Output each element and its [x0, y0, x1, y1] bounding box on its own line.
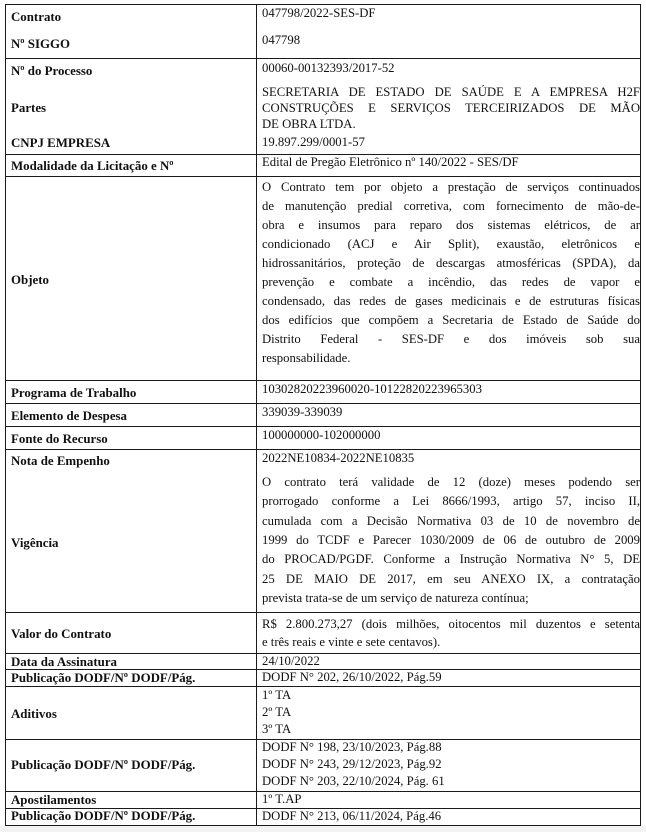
objeto-line: obra e insumos para reparo dos sistemas elétricos, de ar	[262, 218, 640, 232]
publicacao-item: DODF N° 198, 23/10/2023, Pág.88	[262, 740, 442, 754]
page-bottom-edge	[0, 826, 646, 832]
elemento-value: 339039-339039	[262, 405, 343, 419]
vigencia-label: Vigência	[11, 536, 59, 550]
apostilamentos-label: Apostilamentos	[11, 793, 97, 807]
table-border-right	[640, 4, 641, 826]
objeto-line: dos edifícios que compõem a Secretaria de Estado de Saúde do	[262, 313, 640, 327]
row-divider	[5, 426, 641, 427]
vigencia-line: do PROCAD/PGDF. Conforme a Instrução Normativa N° 5, DE	[262, 552, 640, 566]
row-divider	[5, 380, 641, 381]
vigencia-line: 1999 do TCDF e Parecer 1030/2009 de 06 de outubro de 2009	[262, 533, 640, 547]
empenho-label: Nota de Empenho	[11, 454, 110, 468]
vigencia-line: 25 DE MAIO DE 2017, em seu ANEXO IX, a contratação	[262, 572, 640, 586]
row-divider	[5, 791, 641, 792]
publicacao-item: DODF N° 243, 29/12/2023, Pág.92	[262, 757, 442, 771]
processo-label: Nº do Processo	[11, 64, 93, 78]
publicacao-label: Publicação DODF/Nº DODF/Pág.	[11, 758, 196, 772]
vigencia-line: prevista trata-se de um serviço de natureza contínua;	[262, 591, 529, 605]
objeto-line: O Contrato tem por objeto a prestação de serviços continuados	[262, 180, 640, 194]
valor-label: Valor do Contrato	[11, 627, 112, 641]
objeto-label: Objeto	[11, 273, 49, 287]
siggo-label: Nº SIGGO	[11, 37, 71, 51]
objeto-line: de manutenção predial corretiva, com fornecimento de mão-de-	[262, 199, 640, 213]
cnpj-label: CNPJ EMPRESA	[11, 136, 111, 150]
row-divider	[5, 686, 641, 687]
fonte-value: 100000000-102000000	[262, 428, 381, 442]
vigencia-line: O contrato terá validade de 12 (doze) meses podendo ser	[262, 475, 640, 489]
assinatura-label: Data da Assinatura	[11, 655, 118, 669]
empenho-value: 2022NE10834-2022NE10835	[262, 451, 415, 465]
aditivo-item: 1º TA	[262, 688, 292, 702]
row-divider	[5, 176, 641, 177]
processo-value: 00060-00132393/2017-52	[262, 61, 395, 75]
row-divider	[5, 449, 641, 450]
row-divider	[5, 653, 641, 654]
vigencia-line: prorrogado conforme a Lei 8666/1993, artigo 57, inciso II,	[262, 494, 640, 508]
partes-line: CONSTRUÇÕES E SERVIÇOS TERCEIRIZADOS DE MÃO	[262, 101, 640, 115]
row-divider	[5, 58, 641, 59]
row-divider	[5, 403, 641, 404]
publicacao-value: DODF N° 202, 26/10/2022, Pág.59	[262, 670, 442, 684]
publicacao-label: Publicação DODF/Nº DODF/Pág.	[11, 809, 196, 823]
column-divider	[256, 4, 257, 826]
valor-line: e três reais e vinte e sete centavos).	[262, 635, 441, 649]
objeto-line: responsabilidade.	[262, 351, 351, 365]
modalidade-value: Edital de Pregão Eletrônico nº 140/2022 - SES/DF	[262, 155, 519, 169]
objeto-line: hidrossanitários, proteção de descargas atmosféricas (SPDA), da	[262, 256, 640, 270]
aditivo-item: 3º TA	[262, 722, 292, 736]
aditivos-label: Aditivos	[11, 707, 57, 721]
assinatura-value: 24/10/2022	[262, 654, 320, 668]
publicacao-item: DODF N° 203, 22/10/2024, Pág. 61	[262, 774, 445, 788]
programa-value: 10302820223960020-10122820223965303	[262, 382, 482, 396]
objeto-line: condensado, das redes de gases medicinais e de estruturas físicas	[262, 294, 640, 308]
row-divider	[5, 612, 641, 613]
row-divider	[5, 4, 641, 5]
contrato-value: 047798/2022-SES-DF	[262, 6, 376, 20]
partes-label: Partes	[11, 101, 47, 115]
table-border-left	[5, 4, 6, 826]
vigencia-line: cumulada com a Decisão Normativa 03 de 10 de novembro de	[262, 514, 640, 528]
partes-line: SECRETARIA DE ESTADO DE SAÚDE E A EMPRESA H2F	[262, 85, 640, 99]
partes-line: DE OBRA LTDA.	[262, 117, 356, 131]
objeto-line: prevenção e combate a incêndio, das redes de vapor e	[262, 275, 640, 289]
publicacao-label: Publicação DODF/Nº DODF/Pág.	[11, 671, 196, 685]
modalidade-label: Modalidade da Licitação e Nº	[11, 159, 174, 173]
fonte-label: Fonte do Recurso	[11, 432, 108, 446]
cnpj-value: 19.897.299/0001-57	[262, 135, 365, 149]
objeto-line: Distrito Federal - SES-DF e dos imóveis sob sua	[262, 332, 640, 346]
publicacao-value: DODF N° 213, 06/11/2024, Pág.46	[262, 809, 442, 823]
siggo-value: 047798	[262, 33, 301, 47]
apostilamentos-value: 1º T.AP	[262, 792, 302, 806]
contrato-label: Contrato	[11, 10, 62, 24]
programa-label: Programa de Trabalho	[11, 386, 137, 400]
elemento-label: Elemento de Despesa	[11, 409, 128, 423]
valor-line: R$ 2.800.273,27 (dois milhões, oitocentos mil duzentos e setenta	[262, 617, 640, 631]
aditivo-item: 2º TA	[262, 705, 292, 719]
objeto-line: condicionado (ACJ e Air Split), exaustão, eletrônicos e	[262, 237, 640, 251]
